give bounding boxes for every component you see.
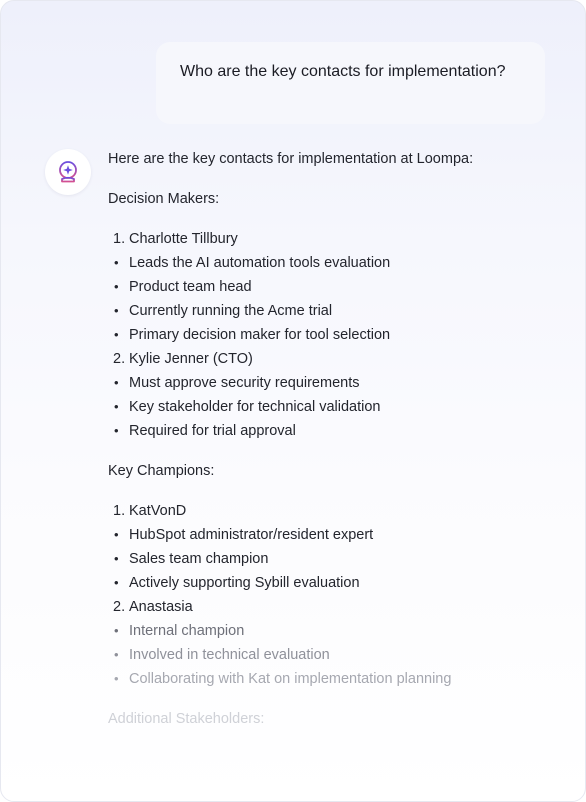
list-item bbox=[108, 499, 568, 523]
list-item-text: Leads the AI automation tools evaluation bbox=[129, 255, 391, 271]
person-name: KatVonD bbox=[129, 503, 187, 519]
bullet: • bbox=[114, 551, 119, 566]
list-number: 2. bbox=[113, 599, 126, 615]
bullet: • bbox=[114, 671, 119, 686]
list-item-text: Product team head bbox=[129, 279, 252, 295]
list-item bbox=[108, 251, 568, 275]
list-item bbox=[108, 371, 568, 395]
bullet: • bbox=[114, 647, 119, 662]
user-message-text: Who are the key contacts for implementation? bbox=[180, 63, 506, 80]
bullet: • bbox=[114, 255, 119, 270]
response-intro: Here are the key contacts for implementation at Loompa: bbox=[108, 151, 474, 167]
assistant-avatar bbox=[45, 149, 91, 195]
list-item bbox=[108, 523, 568, 547]
list-item bbox=[108, 227, 568, 251]
bullet: • bbox=[114, 327, 119, 342]
list-number: 2. bbox=[113, 351, 126, 367]
list-item-text: Internal champion bbox=[129, 623, 245, 639]
list-item-text: Primary decision maker for tool selection bbox=[129, 327, 391, 343]
user-message-bubble bbox=[156, 42, 545, 124]
bullet: • bbox=[114, 527, 119, 542]
bullet: • bbox=[114, 623, 119, 638]
list-item-text: Required for trial approval bbox=[129, 423, 296, 439]
decision-makers-heading: Decision Makers: bbox=[108, 191, 220, 207]
list-item-text: Sales team champion bbox=[129, 551, 269, 567]
list-item bbox=[108, 395, 568, 419]
person-name: Kylie Jenner (CTO) bbox=[129, 351, 253, 367]
list-item bbox=[108, 619, 568, 643]
list-item bbox=[108, 667, 568, 691]
list-number: 1. bbox=[113, 231, 126, 247]
list-item bbox=[108, 643, 568, 667]
ai-assistant-icon bbox=[55, 159, 81, 185]
bullet: • bbox=[114, 575, 119, 590]
bullet: • bbox=[114, 303, 119, 318]
list-item-text: Actively supporting Sybill evaluation bbox=[129, 575, 360, 591]
list-item bbox=[108, 571, 568, 595]
list-item bbox=[108, 275, 568, 299]
bullet: • bbox=[114, 399, 119, 414]
list-item bbox=[108, 323, 568, 347]
bullet: • bbox=[114, 375, 119, 390]
list-item-text: Key stakeholder for technical validation bbox=[129, 399, 381, 415]
bullet: • bbox=[114, 279, 119, 294]
list-item bbox=[108, 595, 568, 619]
list-item bbox=[108, 347, 568, 371]
key-champions-heading: Key Champions: bbox=[108, 463, 215, 479]
list-number: 1. bbox=[113, 503, 126, 519]
bullet: • bbox=[114, 423, 119, 438]
list-item-text: Collaborating with Kat on implementation planning bbox=[129, 671, 452, 687]
list-item-text: Must approve security requirements bbox=[129, 375, 360, 391]
list-item bbox=[108, 547, 568, 571]
additional-stakeholders-heading: Additional Stakeholders: bbox=[108, 711, 265, 727]
assistant-response bbox=[108, 147, 568, 731]
list-item bbox=[108, 299, 568, 323]
list-item-text: HubSpot administrator/resident expert bbox=[129, 527, 374, 543]
list-item-text: Currently running the Acme trial bbox=[129, 303, 333, 319]
person-name: Anastasia bbox=[129, 599, 193, 615]
list-item bbox=[108, 419, 568, 443]
person-name: Charlotte Tillbury bbox=[129, 231, 238, 247]
list-item-text: Involved in technical evaluation bbox=[129, 647, 330, 663]
